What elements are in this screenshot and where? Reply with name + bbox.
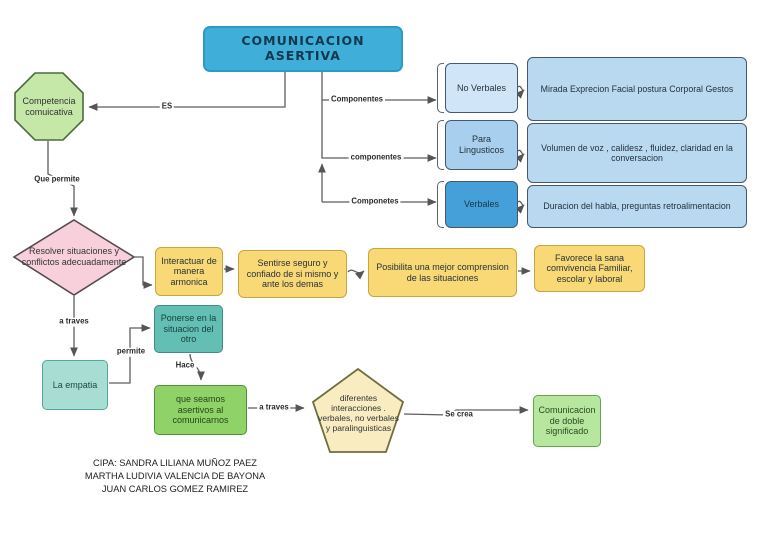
- edge-label-a-traves-1: a traves: [59, 316, 89, 326]
- edge-paralinguisticos-desc: [518, 150, 524, 154]
- credits-line-3: JUAN CARLOS GOMEZ RAMIREZ: [101, 484, 249, 495]
- node-resolver-label: Resolver situaciones y conflictos adecuadamente: [21, 246, 127, 267]
- bracket-decoration-verbales: [437, 181, 444, 228]
- credits-line-1: CIPA: SANDRA LILIANA MUÑOZ PAEZ: [93, 458, 257, 468]
- node-para-linguisticos: Para Lingusticos: [445, 120, 518, 170]
- edge-sentirse-posibilita: [348, 270, 364, 273]
- edge-noverbales-desc: [518, 86, 524, 90]
- edge-label-es: ES: [161, 101, 173, 111]
- bracket-decoration-no-verbales: [437, 63, 444, 113]
- node-no-verbales: No Verbales: [445, 63, 518, 113]
- edge-label-componentes-3: Componetes: [351, 196, 399, 206]
- edge-label-a-traves-2: a traves: [259, 402, 289, 412]
- bracket-decoration-para-linguisticos: [437, 120, 444, 170]
- credits-line-2: MARTHA LUDIVIA VALENCIA DE BAYONA: [84, 471, 266, 482]
- edge-resolver-interactuar: [132, 257, 152, 285]
- node-verbales: Verbales: [445, 181, 518, 228]
- edge-label-hace: Hace: [175, 360, 195, 370]
- node-que-seamos: que seamos asertivos al comunicarnos: [154, 385, 247, 435]
- node-desc-para-linguisticos: Volumen de voz , calidesz , fluidez, claridad en la conversacion: [527, 123, 747, 183]
- edge-label-componentes-1: Componentes: [331, 94, 383, 104]
- node-desc-verbales: Duracion del habla, preguntas retroalimentacion: [527, 185, 747, 228]
- node-la-empatia: La empatia: [42, 360, 108, 410]
- node-diferentes-label: diferentes interacciones . verbales, no verbales y paralinguisticas: [318, 392, 399, 434]
- edge-label-se-crea: Se crea: [445, 409, 473, 419]
- node-title: COMUNICACION ASERTIVA: [203, 26, 403, 72]
- node-competencia-label: Competencia comuicativa: [22, 95, 76, 117]
- edge-label-componentes-2: componentes: [350, 152, 402, 162]
- node-interactuar: Interactuar de manera armonica: [155, 247, 223, 296]
- credits-block: [55, 457, 295, 496]
- node-ponerse: Ponerse en la situacion del otro: [154, 305, 223, 353]
- edge-label-que-permite: Que permite: [34, 174, 80, 184]
- edge-es: [89, 72, 285, 107]
- node-favorece: Favorece la sana comvivencia Familiar, escolar y laboral: [534, 245, 645, 292]
- edge-verbales-desc: [518, 201, 524, 205]
- node-sentirse: Sentirse seguro y confiado de si mismo y ante los demas: [238, 250, 347, 298]
- node-posibilita: Posibilita una mejor comprension de las situaciones: [368, 248, 517, 297]
- node-desc-no-verbales: Mirada Exprecion Facial postura Corporal Gestos: [527, 57, 747, 121]
- edge-label-permite: permite: [116, 346, 146, 356]
- edge-componentes-2: [322, 100, 436, 158]
- node-comunicacion-doble: Comunicacion de doble significado: [533, 395, 601, 447]
